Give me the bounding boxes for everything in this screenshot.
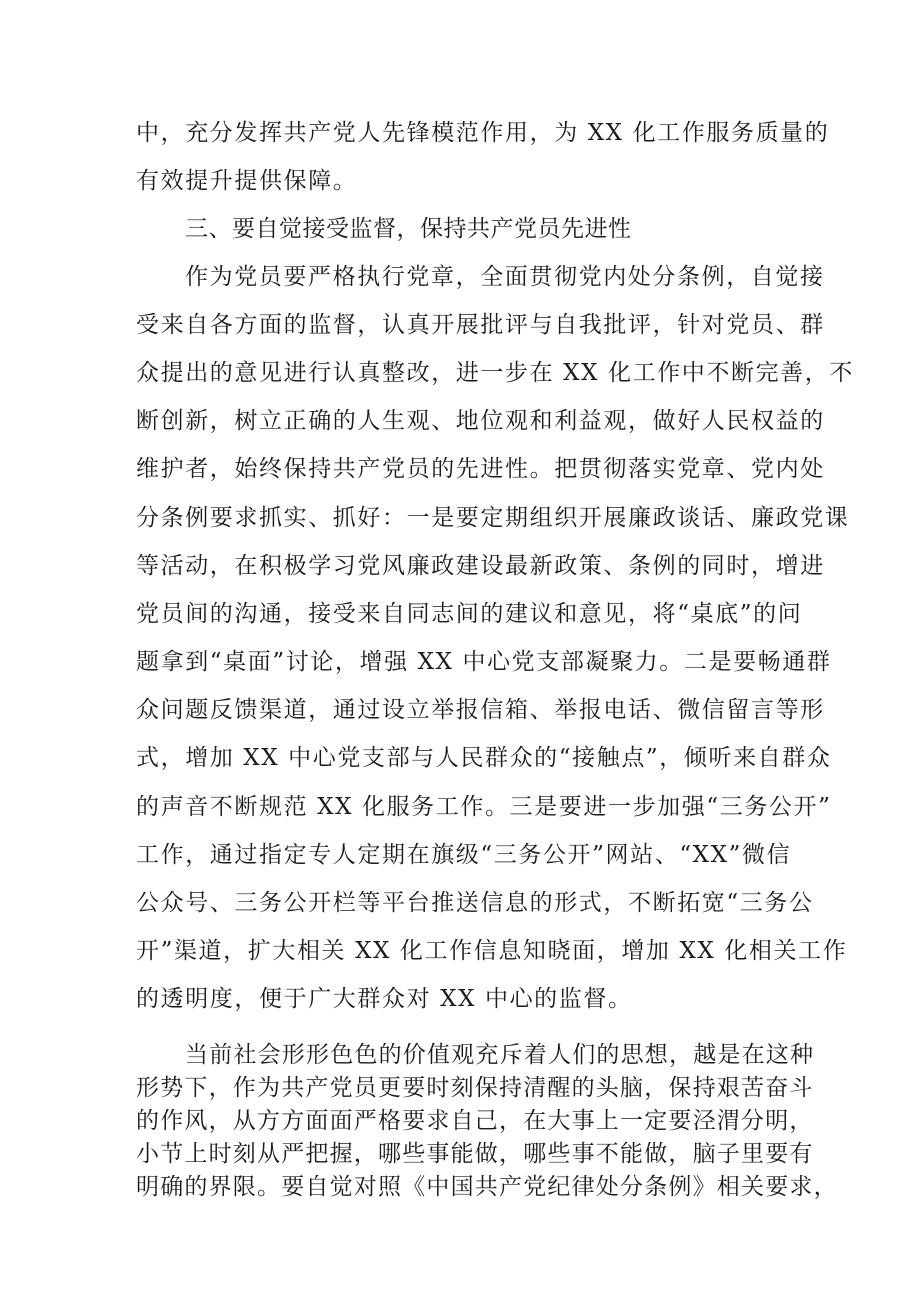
closing-paragraph-line: 形势下，作为共产党员更要时刻保持清醒的头脑，保持艰苦奋斗 bbox=[136, 1075, 814, 1101]
section-paragraph-line: 开”渠道，扩大相关 XX 化工作信息知晓面，增加 XX 化相关工作 bbox=[136, 938, 848, 964]
section-paragraph-line: 作为党员要严格执行党章，全面贯彻党内处分条例，自觉接 bbox=[185, 264, 825, 290]
section-heading: 三、要自觉接受监督，保持共产党员先进性 bbox=[185, 216, 632, 242]
section-paragraph-line: 众问题反馈渠道，通过设立举报信箱、举报电话、微信留言等形 bbox=[136, 697, 825, 723]
closing-paragraph-line: 明确的界限。要自觉对照《中国共产党纪律处分条例》相关要求， bbox=[136, 1174, 838, 1200]
section-paragraph-line: 的透明度，便于广大群众对 XX 中心的监督。 bbox=[136, 986, 633, 1012]
section-paragraph-line: 题拿到“桌面”讨论，增强 XX 中心党支部凝聚力。二是要畅通群 bbox=[136, 649, 832, 675]
section-paragraph-line: 工作，通过指定专人定期在旗级“三务公开”网站、“XX”微信 bbox=[136, 842, 792, 868]
section-paragraph-line: 断创新，树立正确的人生观、地位观和利益观，做好人民权益的 bbox=[136, 408, 825, 434]
section-paragraph-line: 维护者，始终保持共产党员的先进性。把贯彻落实党章、党内处 bbox=[136, 456, 825, 482]
intro-line-2: 有效提升提供保障。 bbox=[136, 168, 358, 194]
closing-paragraph-line: 的作风，从方方面面严格要求自己，在大事上一定要泾渭分明， bbox=[136, 1108, 814, 1134]
section-paragraph-line: 众提出的意见进行认真整改，进一步在 XX 化工作中不断完善，不 bbox=[136, 360, 854, 386]
section-paragraph-line: 公众号、三务公开栏等平台推送信息的形式，不断拓宽“三务公 bbox=[136, 890, 814, 916]
section-paragraph-line: 分条例要求抓实、抓好：一是要定期组织开展廉政谈话、廉政党课 bbox=[136, 505, 850, 531]
section-paragraph-line: 党员间的沟通，接受来自同志间的建议和意见，将“桌底”的问 bbox=[136, 601, 803, 627]
section-paragraph-line: 的声音不断规范 XX 化服务工作。三是要进一步加强“三务公开” bbox=[136, 794, 832, 820]
section-paragraph-line: 式，增加 XX 中心党支部与人民群众的“接触点”，倾听来自群众 bbox=[136, 745, 832, 771]
section-paragraph-line: 等活动，在积极学习党风廉政建设最新政策、条例的同时，增进 bbox=[136, 553, 825, 579]
section-paragraph-line: 受来自各方面的监督，认真开展批评与自我批评，针对党员、群 bbox=[136, 312, 825, 338]
intro-line-1: 中，充分发挥共产党人先锋模范作用，为 XX 化工作服务质量的 bbox=[136, 120, 830, 146]
closing-paragraph-line: 当前社会形形色色的价值观充斥着人们的思想，越是在这种 bbox=[185, 1042, 815, 1068]
closing-paragraph-line: 小节上时刻从严把握，哪些事能做，哪些事不能做，脑子里要有 bbox=[136, 1141, 814, 1167]
